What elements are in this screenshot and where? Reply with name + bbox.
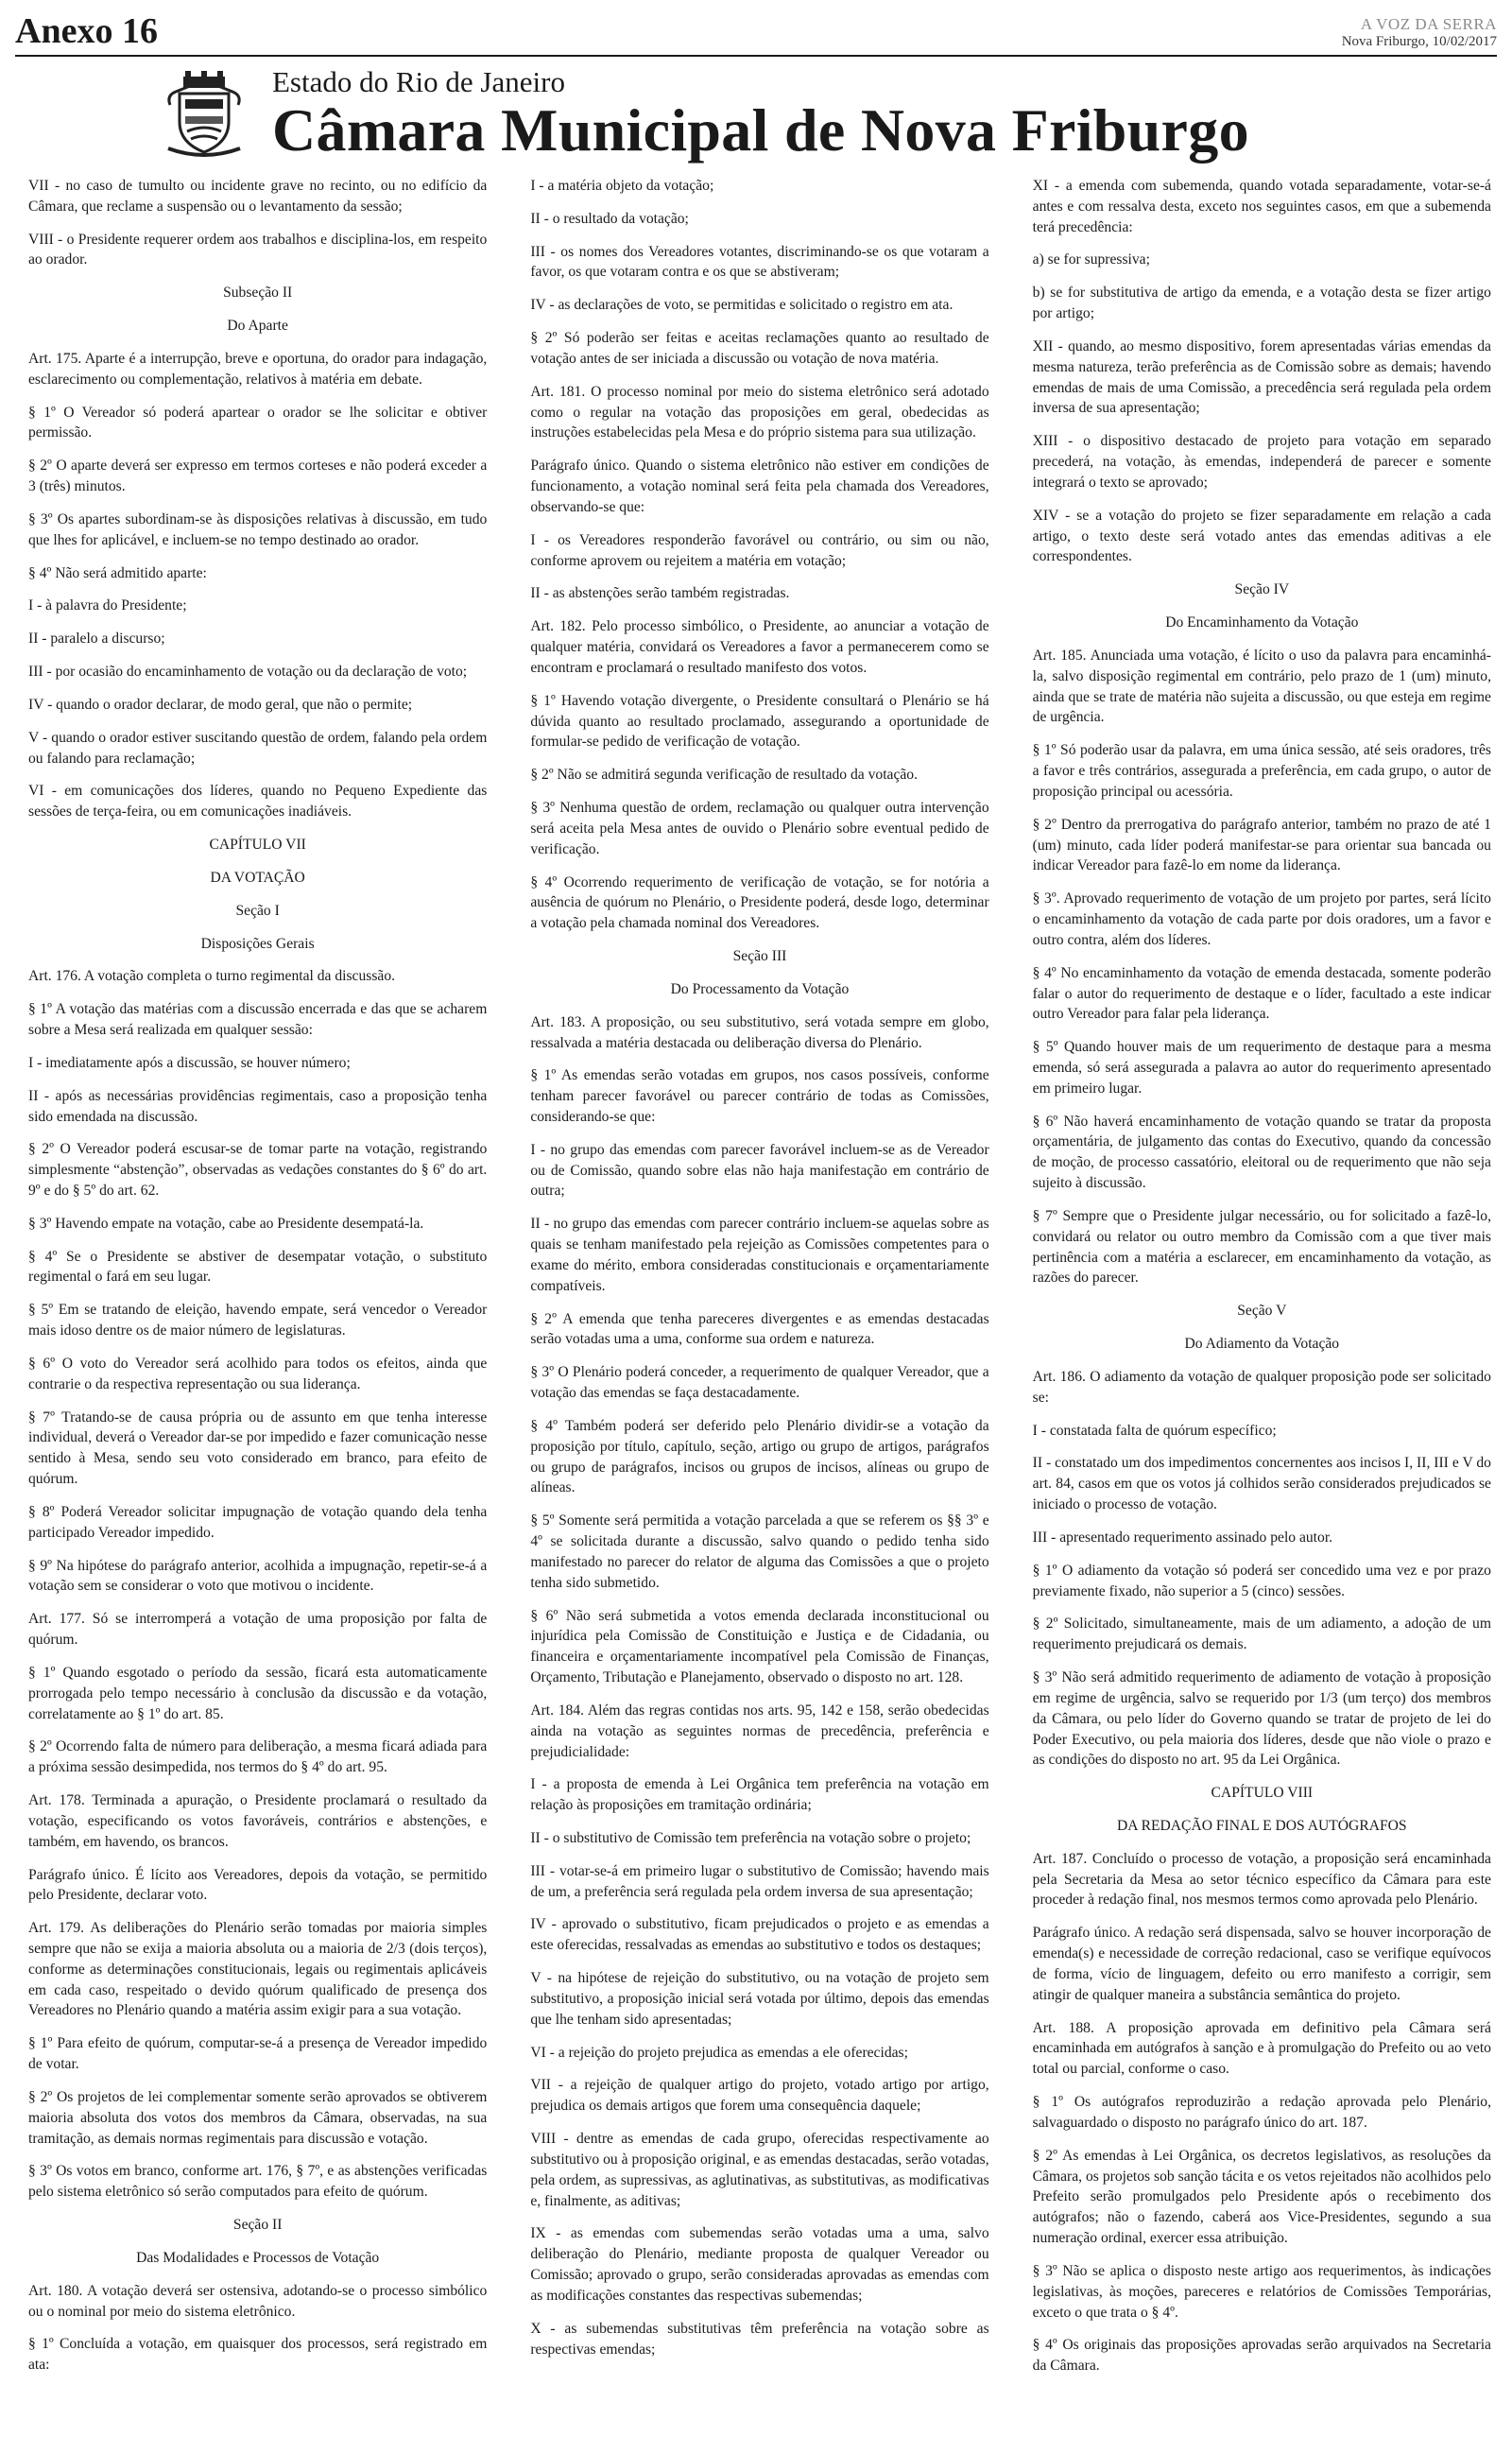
paragraph: § 2º Só poderão ser feitas e aceitas reclamações quanto ao resultado de votação antes de ser iniciada a discussão ou votação de nova matéria. [530, 330, 989, 367]
paragraph: § 2º O Vereador poderá escusar-se de tomar parte na votação, registrando simplesmente “abstenção”, observadas as vedações constantes do § 6º do art. 9º e do § 5º do art. 62. [28, 1141, 488, 1199]
paragraph: XIV - se a votação do projeto se fizer separadamente em relação a cada artigo, o texto deste será votado antes das emendas aditivas a ele correspondentes. [1032, 507, 1491, 565]
section-heading: Seção I [235, 902, 280, 919]
paragraph: § 3º Não se aplica o disposto neste artigo aos requerimentos, às indicações legislativas, às moções, pareceres e relatórios de Comissões Temporárias, exceto o que trata o § 4º. [1032, 2262, 1491, 2321]
section-heading: Seção V [1237, 1303, 1287, 1320]
paragraph: VI - em comunicações dos líderes, quando no Pequeno Expediente das sessões de terça-feira, ou em comunicações inadiáveis. [28, 783, 488, 821]
paragraph: X - as subemendas substitutivas têm preferência na votação sobre as respectivas emendas; [530, 2320, 989, 2358]
paragraph: § 3º Havendo empate na votação, cabe ao Presidente desempatá-la. [28, 1215, 424, 1232]
text-column-1 [28, 176, 487, 2389]
section-heading: Do Adiamento da Votação [1184, 1336, 1340, 1353]
paragraph: IV - quando o orador declarar, de modo geral, que não o permite; [28, 696, 413, 713]
newspaper-info [1342, 16, 1497, 55]
paragraph: § 2º Ocorrendo falta de número para deliberação, a mesma ficará adiada para a próxima sessão desimpedida, nos termos do § 4º do art. 95. [28, 1738, 488, 1776]
paragraph: Art. 182. Pelo processo simbólico, o Presidente, ao anunciar a votação de qualquer matéria, convidará os Vereadores a favor a permanecerem como se encontram e proclamará o resultado manifesto dos votos. [530, 618, 989, 676]
paragraph: VIII - o Presidente requerer ordem aos trabalhos e disciplina-los, em respeito ao orador. [28, 231, 488, 268]
edition-date: Nova Friburgo, 10/02/2017 [1341, 33, 1497, 49]
paragraph: II - após as necessárias providências regimentais, caso a proposição tenha sido emendada na discussão. [28, 1087, 488, 1125]
section-heading: Seção II [232, 2217, 283, 2234]
paragraph: § 3º Nenhuma questão de ordem, reclamação ou qualquer outra intervenção será aceita pela Mesa antes de ouvido o Plenário sobre eventual pedido de verificação. [530, 800, 989, 857]
masthead [157, 57, 1497, 172]
paragraph: Art. 185. Anunciada uma votação, é lícito o uso da palavra para encaminhá-la, salvo disposição regimental em contrário, pelo prazo de 1 (um) minuto, ainda que se trate de matéria não sujeita a discussão, ou que esteja em regime de urgência. [1032, 647, 1491, 726]
paragraph: § 1º O Vereador só poderá apartear o orador se lhe solicitar e obtiver permissão. [28, 404, 488, 441]
paragraph: § 4º No encaminhamento da votação de emenda destacada, somente poderão falar o autor do requerimento de destaque e o líder, facultado a este indicar outro Vereador para falar pela liderança. [1032, 964, 1491, 1023]
paragraph: I - os Vereadores responderão favorável ou contrário, ou sim ou não, conforme aprovem ou rejeitem a matéria em votação; [530, 531, 989, 569]
paragraph: § 2º Solicitado, simultaneamente, mais de um adiamento, a adoção de um requerimento prejudicará os demais. [1032, 1616, 1491, 1653]
section-heading: DA REDAÇÃO FINAL E DOS AUTÓGRAFOS [1117, 1818, 1407, 1834]
paragraph: Parágrafo único. A redação será dispensada, salvo se houver incorporação de emenda(s) e necessidade de correção redacional, caso se verifique equívocos de forma, vício de linguagem, defeito ou erro manifesto a corrigir, sem atingir de qualquer maneira a substância semântica do projeto. [1032, 1925, 1491, 2003]
paragraph: Parágrafo único. É lícito aos Vereadores, depois da votação, se permitido pelo Presidente, declarar voto. [28, 1866, 488, 1904]
paragraph: Art. 186. O adiamento da votação de qualquer proposição pode ser solicitado se: [1032, 1368, 1491, 1406]
paragraph: IX - as emendas com subemendas serão votadas uma a uma, salvo deliberação do Plenário, mediante proposta de qualquer Vereador ou Comissão; aprovado o grupo, serão consideradas aprovadas as emendas com as modificações constantes das respectivas subemendas; [530, 2225, 989, 2304]
paragraph: § 2º O aparte deverá ser expresso em termos corteses e não poderá exceder a 3 (três) minutos. [28, 458, 488, 495]
paragraph: I - constatada falta de quórum específico; [1032, 1422, 1277, 1439]
paragraph: I - no grupo das emendas com parecer favorável incluem-se as de Vereador ou de Comissão, quando sobre elas não haja manifestação em contrário de outra; [530, 1141, 989, 1200]
paragraph: Art. 175. Aparte é a interrupção, breve e oportuna, do orador para indagação, esclarecimento ou complementação, relativos à matéria em debate. [28, 350, 488, 388]
article-columns [15, 172, 1497, 2389]
paragraph: § 2º As emendas à Lei Orgânica, os decretos legislativos, as resoluções da Câmara, os projetos sob sanção tácita e os vetos rejeitados não acolhidos pelo Prefeito serão promulgados pelo Presidente após o recebimento dos autógrafos; não o fazendo, caberá aos Vice-Presidentes, segundo a sua numeração ordinal, exercer essa atribuição. [1032, 2147, 1491, 2247]
paragraph: I - a matéria objeto da votação; [530, 178, 714, 194]
section-heading: Do Encaminhamento da Votação [1165, 614, 1359, 631]
section-heading: DA VOTAÇÃO [210, 869, 305, 886]
paragraph: VIII - dentre as emendas de cada grupo, oferecidas respectivamente ao substitutivo ou à proposição original, e as emendas destacadas, serão votadas, pela ordem, as supressivas, as aglutinativas, as substitutivas, as modificativas e, finalmente, as aditivas; [530, 2131, 989, 2209]
paragraph: § 5º Em se tratando de eleição, havendo empate, será vencedor o Vereador mais idoso dentre os de maior número de legislaturas. [28, 1302, 488, 1339]
paragraph: § 1º As emendas serão votadas em grupos, nos casos possíveis, conforme tenham parecer favorável ou parecer contrário de todas as Comissões, considerando-se que: [530, 1067, 989, 1125]
paragraph: XII - quando, ao mesmo dispositivo, forem apresentadas várias emendas da mesma natureza, terão preferência as de Comissão sobre as demais; havendo emendas de mais de uma Comissão, a precedência será regulada pela ordem inversa de sua apresentação; [1032, 337, 1491, 417]
paragraph: III - votar-se-á em primeiro lugar o substitutivo de Comissão; havendo mais de um, a preferência será regulada pela ordem inversa de sua apresentação; [530, 1862, 989, 1900]
paragraph: II - no grupo das emendas com parecer contrário incluem-se aquelas sobre as quais se tenham manifestado pela rejeição as Comissões competentes para o exame do mérito, embora consideradas constitucionais e orçamentariamente compatíveis. [530, 1216, 989, 1294]
paragraph: II - o resultado da votação; [530, 210, 689, 227]
paragraph: § 6º Não será submetida a votos emenda declarada inconstitucional ou injurídica pela Comissão de Constituição e Justiça e de Cidadania, ou financeira e orçamentariamente incompatível pela Comissão de Finanças, Orçamento, Tributação e Planejamento, observado o disposto no art. 128. [530, 1607, 989, 1686]
paragraph: § 5º Somente será permitida a votação parcelada a que se referem os §§ 3º e 4º se solicitada durante a discussão, salvo quando o pedido tenha sido manifestado no parecer do relator de alguma das Comissões a que o projeto tenha sido submetido. [530, 1512, 989, 1591]
chamber-name: Câmara Municipal de Nova Friburgo [272, 96, 1249, 164]
paragraph: Art. 180. A votação deverá ser ostensiva, adotando-se o processo simbólico ou o nominal por meio do sistema eletrônico. [28, 2282, 488, 2320]
paragraph: § 1º Concluída a votação, em quaisquer dos processos, será registrado em ata: [28, 2336, 488, 2374]
paragraph: Art. 187. Concluído o processo de votação, a proposição será encaminhada pela Secretaria da Mesa ao setor técnico específico da Câmara para este proceder à redação final, nos mesmos termos como aprovada pelo Plenário. [1032, 1850, 1491, 1909]
text-column-2 [530, 176, 988, 2389]
paragraph: § 2º A emenda que tenha pareceres divergentes e as emendas destacadas serão votadas uma a uma, conforme sua ordem e natureza. [530, 1310, 989, 1348]
paragraph: II - as abstenções serão também registradas. [530, 585, 790, 602]
section-heading: Disposições Gerais [200, 935, 315, 952]
section-heading: CAPÍTULO VII [209, 837, 306, 854]
paragraph: § 1º Havendo votação divergente, o Presidente consultará o Plenário se há dúvida quanto ao resultado proclamado, assegurando a oportunidade de formular-se pedido de verificação de votação. [530, 692, 989, 751]
paragraph: § 2º Os projetos de lei complementar somente serão aprovados se obtiverem maioria absoluta dos votos dos membros da Câmara, observadas, na sua tramitação, as demais normas regimentais para discussão e votação. [28, 2088, 488, 2147]
paragraph: § 4º Não será admitido aparte: [28, 564, 207, 581]
paragraph: III - apresentado requerimento assinado pelo autor. [1032, 1529, 1333, 1546]
paragraph: § 3º. Aprovado requerimento de votação de um projeto por partes, será lícito o encaminhamento da votação de cada parte por dois oradores, um a favor e outro contra, além dos líderes. [1032, 890, 1491, 948]
text-column-3 [1033, 176, 1491, 2389]
paragraph: I - à palavra do Presidente; [28, 597, 187, 614]
paragraph: VII - no caso de tumulto ou incidente grave no recinto, ou no edifício da Câmara, que reclame a suspensão ou o levantamento da sessão; [28, 178, 488, 215]
paragraph: Art. 188. A proposição aprovada em definitivo pela Câmara será encaminhada em autógrafos à sanção e à promulgação do Prefeito ou ao veto total ou parcial, conforme o caso. [1032, 2019, 1491, 2078]
paragraph: Art. 178. Terminada a apuração, o Presidente proclamará o resultado da votação, especificando os votos favoráveis, contrários e abstenções, e também, em havendo, os brancos. [28, 1792, 488, 1850]
paragraph: § 2º Dentro da prerrogativa do parágrafo anterior, também no prazo de até 1 (um) minuto, cada líder poderá manifestar-se para orientar sua bancada ou indicar Vereador para fazê-lo em nome da liderança. [1032, 816, 1491, 874]
paragraph: § 7º Tratando-se de causa própria ou de assunto em que tenha interesse individual, deverá o Vereador dar-se por impedido e fazer comunicação nesse sentido à Mesa, sendo seu voto considerado em branco, para efeito de quórum. [28, 1408, 488, 1488]
paragraph: V - na hipótese de rejeição do substitutivo, ou na votação de projeto sem substitutivo, a proposição inicial será votada por último, depois das emendas que lhe tenham sido apresentadas; [530, 1970, 989, 2028]
paragraph: XI - a emenda com subemenda, quando votada separadamente, votar-se-á antes e com ressalva desta, exceto nos seguintes casos, em que a subemenda terá precedência: [1032, 178, 1491, 235]
paragraph: § 1º Quando esgotado o período da sessão, ficará esta automaticamente prorrogada pelo tempo necessário à conclusão da discussão e da votação, correlatamente ao § 1º do art. 85. [28, 1664, 488, 1722]
annex-label: Anexo 16 [15, 11, 158, 51]
newspaper-name: A VOZ DA SERRA [1360, 14, 1497, 33]
coat-of-arms-icon [157, 67, 251, 162]
paragraph: III - os nomes dos Vereadores votantes, discriminando-se os que votaram a favor, os que votaram contra e os que se abstiveram; [530, 243, 989, 281]
section-heading: Seção IV [1234, 581, 1290, 598]
paragraph: § 6º Não haverá encaminhamento de votação quando se tratar da proposta orçamentária, de julgamento das contas do Executivo, quando da concessão de moção, de processo cassatório, eleitoral ou de requerimento que não seja sujeito à discussão. [1032, 1113, 1491, 1192]
section-heading: Seção III [732, 948, 787, 965]
paragraph: § 4º Ocorrendo requerimento de verificação de votação, se for notória a ausência de quórum no Plenário, o Presidente poderá, desde logo, determinar a votação pela chamada nominal dos Vereadores. [530, 873, 989, 932]
paragraph: I - imediatamente após a discussão, se houver número; [28, 1054, 351, 1071]
section-heading: Do Processamento da Votação [670, 980, 850, 997]
paragraph: § 1º O adiamento da votação só poderá ser concedido uma vez e por prazo previamente fixado, não superior a 5 (cinco) sessões. [1032, 1562, 1491, 1599]
paragraph: II - o substitutivo de Comissão tem preferência na votação sobre o projeto; [530, 1830, 971, 1846]
section-heading: Do Aparte [227, 318, 288, 335]
paragraph: I - a proposta de emenda à Lei Orgânica tem preferência na votação em relação às proposições em tramitação ordinária; [530, 1776, 989, 1814]
section-heading: CAPÍTULO VIII [1211, 1785, 1314, 1802]
paragraph: b) se for substitutiva de artigo da emenda, e a votação desta se fizer artigo por artigo; [1032, 285, 1491, 322]
paragraph: § 1º A votação das matérias com a discussão encerrada e das que se acharem sobre a Mesa será realizada em qualquer sessão: [28, 1001, 488, 1039]
paragraph: § 4º Também poderá ser deferido pelo Plenário dividir-se a votação da proposição por título, capítulo, seção, artigo ou grupo de artigos, parágrafos ou grupo de parágrafos, incisos ou grupos de incisos, alíneas ou grupo de alíneas. [530, 1417, 989, 1496]
paragraph: § 1º Para efeito de quórum, computar-se-á a presença de Vereador impedido de votar. [28, 2035, 488, 2073]
paragraph: § 4º Se o Presidente se abstiver de desempatar votação, o substituto regimental o fará em seu lugar. [28, 1248, 488, 1286]
paragraph: II - constatado um dos impedimentos concernentes aos incisos I, II, III e V do art. 84, casos em que os votos já colhidos serão considerados prejudicados se iniciado o processo de votação. [1032, 1455, 1491, 1513]
paragraph: § 1º Só poderão usar da palavra, em uma única sessão, até seis oradores, três a favor e três contrários, assegurada a preferência, em cada grupo, o autor de proposição principal ou acessória. [1032, 742, 1491, 800]
paragraph: § 5º Quando houver mais de um requerimento de destaque para a mesma emenda, só será assegurada a palavra ao autor do requerimento apresentado em primeiro lugar. [1032, 1039, 1491, 1097]
paragraph: Art. 179. As deliberações do Plenário serão tomadas por maioria simples sempre que não se exija a maioria absoluta ou a maioria de 2/3 (dois terços), conforme as determinações constitucionais, legais ou regimentais aplicáveis em cada caso, respeitado o devido quórum qualificado de presença dos Vereadores no Plenário quando a matéria assim exigir para a sua votação. [28, 1920, 488, 2019]
paragraph: § 3º Não será admitido requerimento de adiamento de votação à proposição em regime de urgência, salvo se requerido por 1/3 (um terço) dos membros da Câmara, ou pelo líder do Governo quando se tratar de projeto de lei do Poder Executivo, ou pela maioria dos líderes, desde que não viole o prazo e as condições do disposto no art. 95 da Lei Orgânica. [1032, 1669, 1491, 1769]
state-name: Estado do Rio de Janeiro [272, 65, 565, 99]
paragraph: V - quando o orador estiver suscitando questão de ordem, falando pela ordem ou falando para reclamação; [28, 729, 488, 767]
paragraph: VI - a rejeição do projeto prejudica as emendas a ele oferecidas; [530, 2044, 908, 2061]
paragraph: § 3º Os votos em branco, conforme art. 176, § 7º, e as abstenções verificadas pelo sistema eletrônico só serão computados para efeito de quórum. [28, 2163, 488, 2201]
paragraph: § 8º Poderá Vereador solicitar impugnação de votação quando dela tenha participado Vereador impedido. [28, 1503, 488, 1541]
paragraph: VII - a rejeição de qualquer artigo do projeto, votado artigo por artigo, prejudica os demais artigos que forem uma consequência daquele; [530, 2077, 989, 2115]
paragraph: XIII - o dispositivo destacado de projeto para votação em separado precederá, na votação, às emendas, independerá de parecer e somente integrará o texto se aprovado; [1032, 433, 1491, 491]
section-heading: Subseção II [223, 285, 293, 302]
paragraph: IV - as declarações de voto, se permitidas e solicitado o registro em ata. [530, 297, 954, 314]
paragraph: Art. 184. Além das regras contidas nos arts. 95, 142 e 158, serão obedecidas ainda na votação as seguintes normas de precedência, preferência e prejudicialidade: [530, 1702, 989, 1760]
paragraph: II - paralelo a discurso; [28, 631, 165, 648]
paragraph: § 9º Na hipótese do parágrafo anterior, acolhida a impugnação, repetir-se-á a votação sem se considerar o voto que motivou o incidente. [28, 1557, 488, 1595]
paragraph: § 1º Os autógrafos reproduzirão a redação aprovada pelo Plenário, salvaguardado o disposto no parágrafo único do art. 187. [1032, 2094, 1491, 2131]
section-heading: Das Modalidades e Processos de Votação [136, 2249, 380, 2266]
paragraph: Parágrafo único. Quando o sistema eletrônico não estiver em condições de funcionamento, a votação nominal será feita pela chamada dos Vereadores, observando-se que: [530, 458, 989, 515]
page-header [15, 0, 1497, 57]
paragraph: Art. 176. A votação completa o turno regimental da discussão. [28, 968, 396, 985]
paragraph: § 3º Os apartes subordinam-se às disposições relativas à discussão, em tudo que lhes for aplicável, e incluem-se no tempo destinado ao orador. [28, 510, 488, 548]
paragraph: § 6º O voto do Vereador será acolhido para todos os efeitos, ainda que contrarie o da respectiva representação ou sua liderança. [28, 1355, 488, 1392]
paragraph: Art. 183. A proposição, ou seu substitutivo, será votada sempre em globo, ressalvada a matéria destacada ou deliberação diversa do Plenário. [530, 1013, 989, 1051]
paragraph: III - por ocasião do encaminhamento de votação ou da declaração de voto; [28, 664, 468, 681]
paragraph: § 4º Os originais das proposições aprovadas serão arquivados na Secretaria da Câmara. [1032, 2337, 1491, 2375]
paragraph: IV - aprovado o substitutivo, ficam prejudicados o projeto e as emendas a este oferecidas, ressalvadas as emendas ao substitutivo e todos os destaques; [530, 1916, 989, 1954]
paragraph: a) se for supressiva; [1032, 251, 1150, 268]
paragraph: § 3º O Plenário poderá conceder, a requerimento de qualquer Vereador, que a votação das emendas se faça destacadamente. [530, 1364, 989, 1402]
paragraph: Art. 181. O processo nominal por meio do sistema eletrônico será adotado como o regular na votação das proposições em geral, obedecidas as instruções estabelecidas pela Mesa e do próprio sistema para sua utilização. [530, 383, 989, 441]
paragraph: § 7º Sempre que o Presidente julgar necessário, ou for solicitado a fazê-lo, convidará ou relator ou outro membro da Comissão com a que tiver mais pertinência com a matéria a esclarecer, em encaminhamento da votação, as razões do parecer. [1032, 1207, 1491, 1287]
paragraph: § 2º Não se admitirá segunda verificação de resultado da votação. [530, 767, 918, 784]
paragraph: Art. 177. Só se interromperá a votação de uma proposição por falta de quórum. [28, 1611, 488, 1649]
